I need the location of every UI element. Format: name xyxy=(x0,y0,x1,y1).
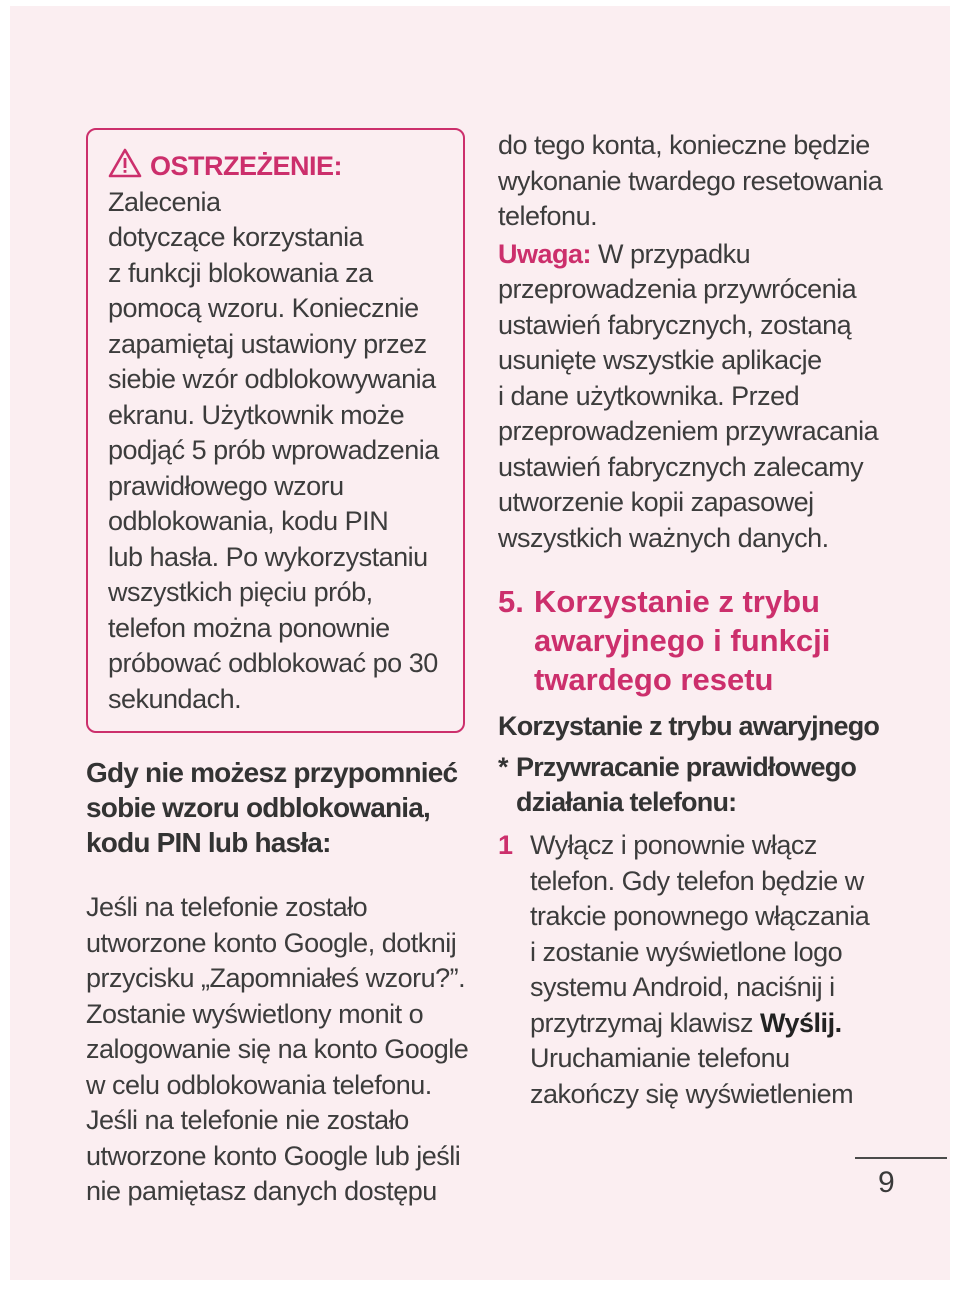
heading-line: Gdy nie możesz przypomnieć xyxy=(86,757,458,788)
warning-triangle-icon xyxy=(108,148,142,178)
continuation-paragraph xyxy=(498,128,918,235)
note-line: ustawień fabrycznych, zostaną xyxy=(498,309,852,340)
body-line: utworzone konto Google lub jeśli xyxy=(86,1140,461,1171)
step-text xyxy=(530,828,869,1112)
step-line: zakończy się wyświetleniem xyxy=(530,1078,854,1109)
section-title-line: Korzystanie z trybu xyxy=(534,584,820,619)
warning-line: lub hasła. Po wykorzystaniu xyxy=(108,541,428,572)
warning-line: wszystkich pięciu prób, xyxy=(108,577,373,607)
warning-line: podjąć 5 prób wprowadzenia xyxy=(108,435,439,465)
section-title xyxy=(498,582,918,699)
body-line: wykonanie twardego resetowania xyxy=(498,165,883,196)
warning-first-line xyxy=(108,148,445,220)
body-line: w celu odblokowania telefonu. xyxy=(86,1069,432,1100)
body-line: zalogowanie się na konto Google xyxy=(86,1034,469,1064)
section-number: 5. xyxy=(498,584,524,619)
forgot-pattern-heading xyxy=(86,755,470,860)
step-line: Wyłącz i ponownie włącz xyxy=(530,830,817,860)
hold-suffix: . xyxy=(834,1007,842,1038)
note-paragraph xyxy=(498,237,918,557)
note-line: utworzenie kopii zapasowej xyxy=(498,487,814,517)
star-heading xyxy=(498,750,918,820)
body-line: telefonu. xyxy=(498,201,598,231)
footer-rule xyxy=(855,1157,947,1159)
note-line: przeprowadzeniem przywracania xyxy=(498,416,879,446)
body-line: Zostanie wyświetlony monit o xyxy=(86,998,424,1029)
warning-box xyxy=(86,128,465,733)
note-first-text: W przypadku xyxy=(598,238,751,269)
note-line: ustawień fabrycznych zalecamy xyxy=(498,451,864,482)
step-line: telefon. Gdy telefon będzie w xyxy=(530,865,864,896)
heading-line: sobie wzoru odblokowania, xyxy=(86,792,431,823)
body-line: Jeśli na telefonie nie zostało xyxy=(86,1105,409,1135)
note-first-line xyxy=(498,237,918,273)
step-number: 1 xyxy=(498,830,514,860)
warning-line: zapamiętaj ustawiony przez xyxy=(108,328,427,359)
warning-line: siebie wzór odblokowywania xyxy=(108,364,436,394)
body-line: utworzone konto Google, dotknij xyxy=(86,927,457,958)
warning-line: odblokowania, kodu PIN xyxy=(108,506,389,536)
step-line: systemu Android, naciśnij i xyxy=(530,972,835,1002)
star-line: działania telefonu: xyxy=(516,787,737,817)
section-title-text xyxy=(534,582,830,699)
warning-line: sekundach. xyxy=(108,683,242,714)
step-line: Uruchamianie telefonu xyxy=(530,1043,790,1073)
warning-line: ekranu. Użytkownik może xyxy=(108,399,405,430)
note-line: wszystkich ważnych danych. xyxy=(498,522,829,553)
note-line: przeprowadzenia przywrócenia xyxy=(498,274,857,304)
body-line: do tego konta, konieczne będzie xyxy=(498,130,870,160)
forgot-pattern-body xyxy=(86,890,470,1210)
body-line: Jeśli na telefonie zostało xyxy=(86,892,368,922)
left-column xyxy=(86,128,470,1210)
warning-lead: Zalecenia xyxy=(108,186,221,217)
warning-line: telefon można ponownie xyxy=(108,612,390,643)
step-line: trakcie ponownego włączania xyxy=(530,901,870,931)
warning-line: pomocą wzoru. Koniecznie xyxy=(108,293,419,323)
step-1 xyxy=(498,828,918,1112)
warning-line: próbować odblokować po 30 xyxy=(108,648,438,678)
hold-prefix: przytrzymaj klawisz xyxy=(530,1007,761,1038)
heading-line: kodu PIN lub hasła: xyxy=(86,827,331,858)
note-line: i dane użytkownika. Przed xyxy=(498,380,800,411)
star-line: Przywracanie prawidłowego xyxy=(516,752,857,782)
step-line-hold xyxy=(530,1006,869,1042)
section-title-line: awaryjnego i funkcji xyxy=(534,623,831,658)
warning-line: z funkcji blokowania za xyxy=(108,257,373,288)
note-line: usunięte wszystkie aplikacje xyxy=(498,345,822,375)
warning-line: prawidłowego wzoru xyxy=(108,470,344,501)
note-label: Uwaga: xyxy=(498,238,592,269)
warning-line: dotyczące korzystania xyxy=(108,222,364,252)
send-key-label: Wyślij xyxy=(760,1007,835,1038)
warning-title: OSTRZEŻENIE: xyxy=(150,151,343,181)
body-line: przycisku „Zapomniałeś wzoru?”. xyxy=(86,963,466,993)
subsection-heading: Korzystanie z trybu awaryjnego xyxy=(498,711,880,741)
step-line: i zostanie wyświetlone logo xyxy=(530,936,843,967)
body-line: nie pamiętasz danych dostępu xyxy=(86,1176,437,1206)
right-column xyxy=(498,128,918,1112)
section-title-line: twardego resetu xyxy=(534,662,774,697)
star-heading-text xyxy=(516,750,856,820)
page-number: 9 xyxy=(878,1166,895,1199)
asterisk-mark: * xyxy=(498,752,509,782)
